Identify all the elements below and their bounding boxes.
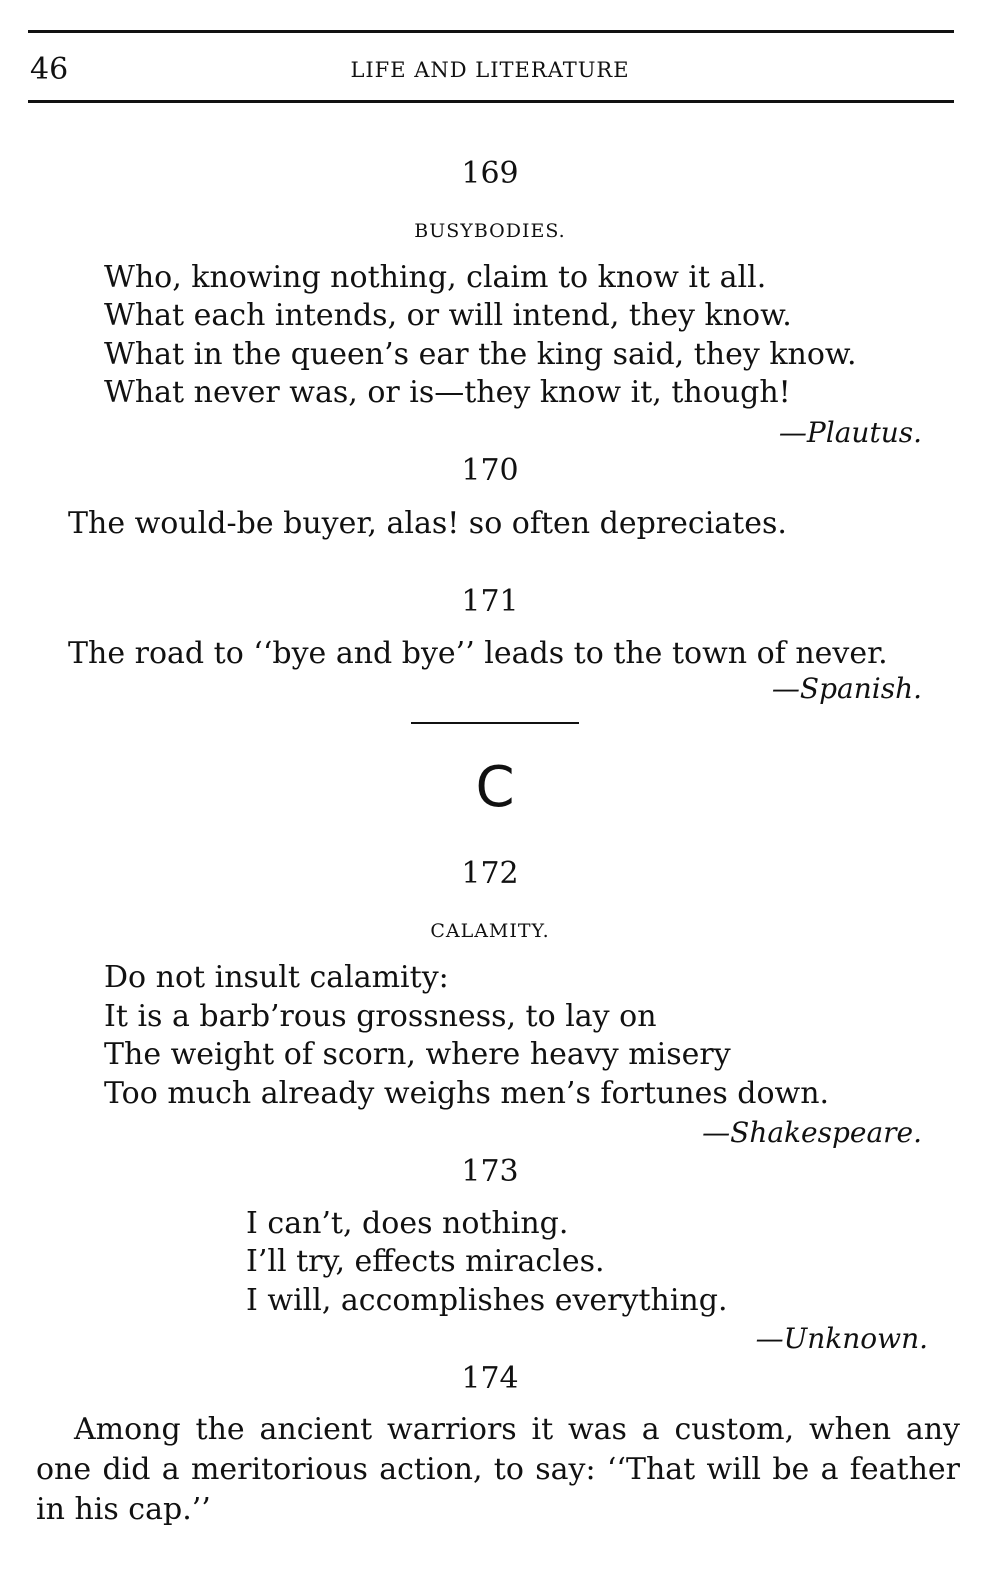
section-divider <box>411 722 579 724</box>
verse-line: I’ll try, effects miracles. <box>246 1244 605 1279</box>
entry-text-170: The would-be buyer, alas! so often depreciates. <box>68 506 787 541</box>
entry-number-171: 171 <box>461 584 519 619</box>
verse-line: What each intends, or will intend, they know. <box>104 298 792 333</box>
section-letter: C <box>475 755 515 820</box>
entry-number-170: 170 <box>461 453 519 488</box>
page-number: 46 <box>30 52 69 87</box>
entry-number-173: 173 <box>461 1154 519 1189</box>
verse-line: What in the queen’s ear the king said, they know. <box>104 337 857 372</box>
running-head: LIFE AND LITERATURE <box>350 58 630 82</box>
entry-text-174: Among the ancient warriors it was a custom, when any one did a meritorious action, to say: ‘‘That will be a feather in his cap.’’ <box>36 1412 960 1527</box>
header-bottom-rule <box>28 100 954 103</box>
entry-number-174: 174 <box>461 1361 519 1396</box>
header-top-rule <box>28 30 954 33</box>
entry-heading-busybodies: BUSYBODIES. <box>414 220 566 242</box>
entry-number-169: 169 <box>461 156 519 191</box>
verse-line: What never was, or is—they know it, though! <box>104 375 791 410</box>
attribution-shakespeare: —Shakespeare. <box>702 1116 922 1149</box>
verse-line: It is a barb’rous grossness, to lay on <box>104 999 657 1034</box>
verse-line: I will, accomplishes everything. <box>246 1283 728 1318</box>
entry-heading-calamity: CALAMITY. <box>430 920 550 942</box>
attribution-plautus: —Plautus. <box>778 416 922 449</box>
entry-text-171: The road to ‘‘bye and bye’’ leads to the town of never. <box>68 636 888 671</box>
entry-number-172: 172 <box>461 856 519 891</box>
verse-line: I can’t, does nothing. <box>246 1206 569 1241</box>
attribution-unknown: —Unknown. <box>755 1322 928 1355</box>
attribution-spanish: —Spanish. <box>771 672 922 705</box>
verse-line: Do not insult calamity: <box>104 960 449 995</box>
verse-line: Who, knowing nothing, claim to know it all. <box>104 260 767 295</box>
verse-line: Too much already weighs men’s fortunes down. <box>104 1076 830 1111</box>
verse-line: The weight of scorn, where heavy misery <box>104 1037 731 1072</box>
